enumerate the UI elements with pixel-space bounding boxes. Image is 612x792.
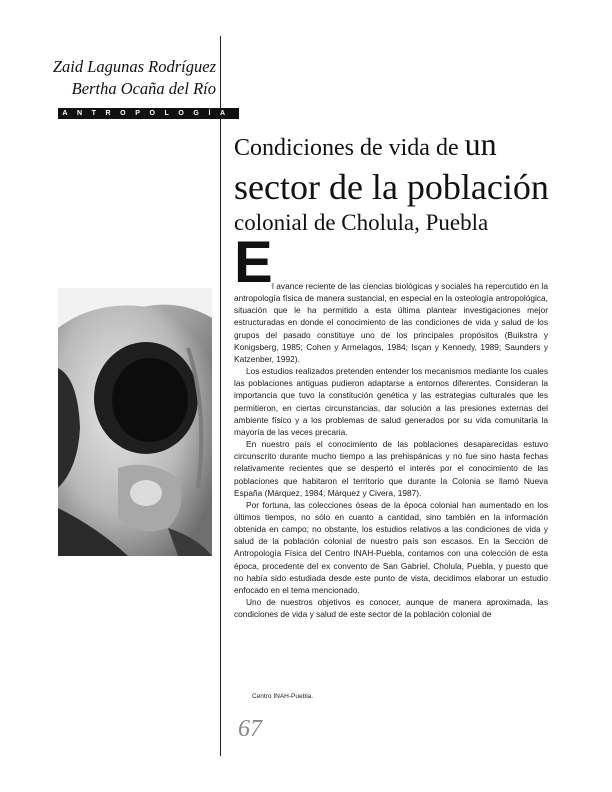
author-1: Zaid Lagunas Rodríguez xyxy=(52,57,216,76)
author-2: Bertha Ocaña del Río xyxy=(71,79,216,98)
authors xyxy=(53,56,216,100)
paragraph-3: En nuestro país el conocimiento de las poblaciones desaparecidas estuvo circunscrito durante mucho tiempo a las prehispánicas y no fue sino hasta fechas relativamente recientes que se despertó el interés por el conocimiento de las poblaciones que habitaron el territorio que durante la Colonia se llamó Nueva España (Márquez, 1984; Márquez y Civera, 1987). xyxy=(234,439,548,498)
paragraph-5: Uno de nuestros objetivos es conocer, aunque de manera aproximada, las condiciones de vida y salud de este sector de la población colonial de xyxy=(234,597,548,620)
footnote: Centro INAH-Puebla. xyxy=(252,693,314,700)
skull-photo xyxy=(58,288,212,556)
title-line-3: colonial de Cholula, Puebla xyxy=(234,210,489,235)
section-label: ANTROPOLOGÍA xyxy=(58,108,239,119)
title-line-2: sector de la población xyxy=(234,167,549,207)
paragraph-1: l avance reciente de las ciencias biológicas y sociales ha repercutido en la antropología física de manera sustancial, en especial en la osteología antropológica, situación que le ha permitido a esta última plantear investigaciones mejor estructuradas en donde el conocimiento de las condiciones de vida y salud de los grupos del pasado constituye uno de los principales propósitos (Buikstra y Konigsberg, 1985; Cohen y Armelagos, 1984; Isçan y Kennedy, 1989; Saunders y Katzenber, 1992). xyxy=(234,281,548,364)
page-number: 67 xyxy=(238,716,262,742)
article-title xyxy=(234,124,574,240)
title-line-1 xyxy=(234,124,574,168)
paragraph-4: Por fortuna, las colecciones óseas de la época colonial han aumentado en los últimos tiempos, no sólo en cuanto a cantidad, sino también en la información obtenida en campo; no obstante, los estudios relativos a las condiciones de vida y salud de la población colonial de nuestro país son escasos. En la Sección de Antropología Física del Centro INAH-Puebla, contamos con una colección de esta época, procedente del ex convento de San Gabriel, Cholula, Puebla, y puesto que no había sido estudiada desde este punto de vista, decidimos elaborar un estudio enfocado en el tema mencionado. xyxy=(234,499,548,595)
title-line-1-prefix: Condiciones de vida de xyxy=(234,135,459,161)
article-body xyxy=(234,280,548,620)
column-divider xyxy=(220,36,221,756)
title-line-1-big: un xyxy=(464,126,497,162)
skull-photo-icon xyxy=(58,288,212,556)
drop-cap: E xyxy=(234,230,273,295)
paragraph-2: Los estudios realizados pretenden entender los mecanismos mediante los cuales las poblaciones antiguas pudieron adaptarse a entornos diferentes. Consideran la importancia que tuvo la constitución genética y las estrategias culturales que les permitieron, en ciertas circunstancias, dar solución a las presiones externas del ambiente físico y a los problemas de salud generados por su vida comunitaria la mayoría de las veces precaria. xyxy=(234,366,548,437)
